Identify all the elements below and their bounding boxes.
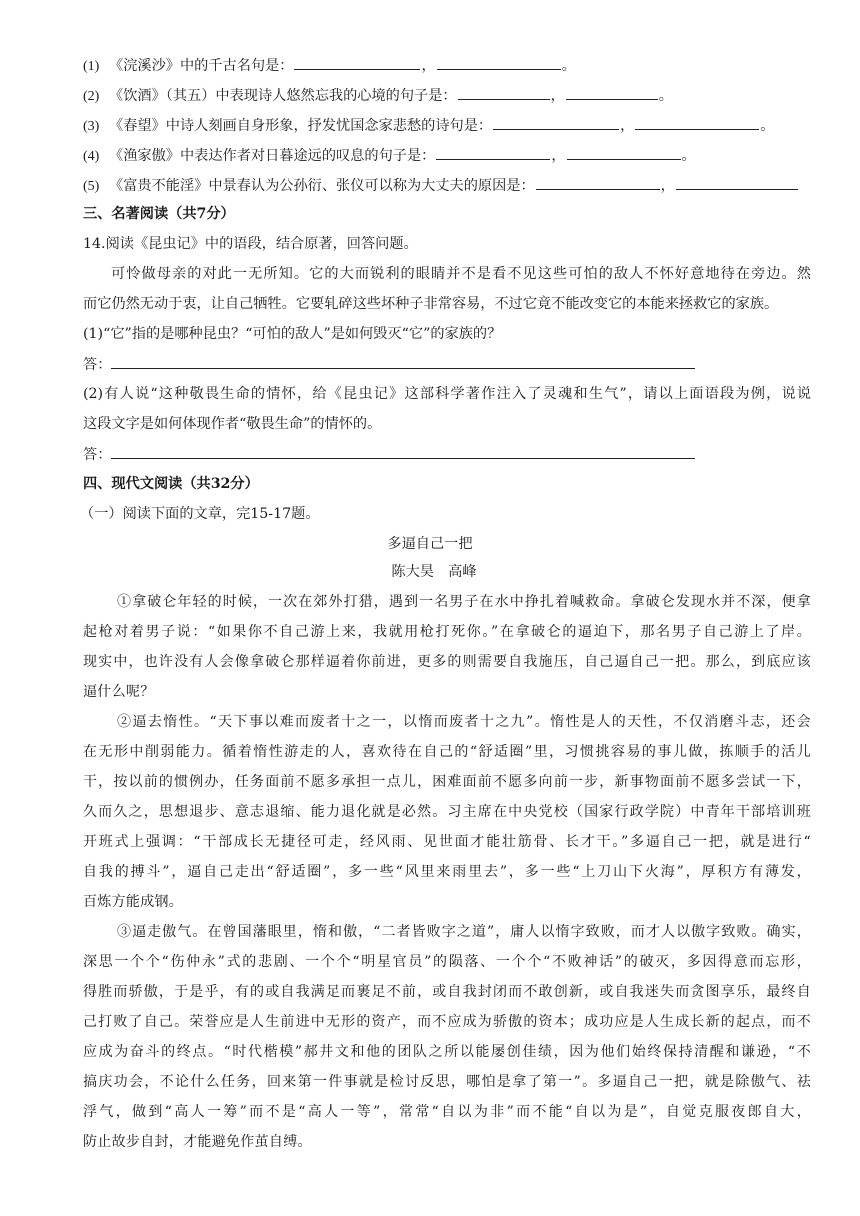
separator: ， <box>551 148 566 164</box>
answer-row-1 <box>83 354 695 375</box>
sub-question-1: (1)“它”指的是哪种昆虫？“可怕的敌人”是如何毁灭“它”的家族的？ <box>83 326 502 342</box>
p3-line-1: ③逼走傲气。在曾国藩眼里，惰和傲，“二者皆败字之道”，庸人以惰字致败，而才人以傲字致败。确实， <box>117 924 811 940</box>
fill-question-3 <box>83 114 774 137</box>
passage-line-2: 而它仍然无动于衷，让自己牺牲。它要轧碎这些坏种子非常容易，不过它竟不能改变它的本能来拯救它的家族。 <box>83 296 779 312</box>
sub-question-2-line-2: 这段文字是如何体现作者“敬畏生命”的情怀的。 <box>83 416 382 432</box>
passage-line-1: 可怜做母亲的对此一无所知。它的大而锐利的眼睛并不是看不见这些可怕的敌人不怀好意地待在旁边。然 <box>111 266 811 282</box>
answer-blank[interactable] <box>493 114 619 130</box>
p1-line-1: ①拿破仑年轻的时候，一次在郊外打猎，遇到一名男子在水中挣扎着喊救命。拿破仑发现水并不深，便拿 <box>117 594 811 610</box>
answer-blank[interactable] <box>567 144 681 160</box>
p2-line-4: 久而久之，思想退步、意志退缩、能力退化就是必然。习主席在中央党校（国家行政学院）中青年干部培训班 <box>83 804 811 820</box>
question-text: 《浣溪沙》中的千古名句是： <box>109 58 294 74</box>
answer-line[interactable] <box>111 444 695 459</box>
sub-question-2-line-1: (2)有人说“这种敬畏生命的情怀，给《昆虫记》这部科学著作注入了灵魂和生气”，请以上面语段为例，说说 <box>83 386 811 402</box>
fill-question-4 <box>83 144 696 167</box>
end-punct: 。 <box>760 118 775 134</box>
section-4-title: 四、现代文阅读（共32分） <box>83 476 259 492</box>
article-authors: 陈大昊 高峰 <box>391 564 477 580</box>
fill-question-2 <box>83 84 673 107</box>
p2-line-2: 在无形中削弱能力。循着惰性游走的人，喜欢待在自己的“舒适圈”里，习惯挑容易的事儿做，拣顺手的活儿 <box>83 744 811 760</box>
question-14: 14.阅读《昆虫记》中的语段，结合原著，回答问题。 <box>83 236 418 252</box>
answer-blank[interactable] <box>676 174 798 190</box>
answer-blank[interactable] <box>566 84 658 100</box>
end-punct: 。 <box>681 148 696 164</box>
reading-intro: （一）阅读下面的文章，完15-17题。 <box>80 506 320 522</box>
p3-line-7: 浮气，做到“高人一筹”而不是“高人一等”，常常“自以为非”而不能“自以为是”，自觉克服夜郎自大， <box>83 1104 811 1120</box>
question-number: (2) <box>83 89 100 104</box>
p2-line-6: 自我的搏斗”，逼自己走出“舒适圈”，多一些“风里来雨里去”，多一些“上刀山下火海”，厚积方有薄发， <box>83 864 811 880</box>
separator: ， <box>550 88 565 104</box>
p3-line-4: 己打败了自己。荣誉应是人生前进中无形的资产，而不应成为骄傲的资本；成功应是人生成长新的起点，而不 <box>83 1014 811 1030</box>
p1-line-4: 逼什么呢？ <box>83 684 155 700</box>
question-number: (5) <box>83 179 100 194</box>
fill-question-5 <box>83 174 799 197</box>
answer-row-2 <box>83 444 695 465</box>
article-title: 多逼自己一把 <box>387 536 473 552</box>
question-number: (3) <box>83 119 100 134</box>
question-number: (4) <box>83 149 100 164</box>
fill-question-1 <box>83 54 576 77</box>
end-punct: 。 <box>561 58 576 74</box>
p3-line-2: 深思一个个“伤仲永”式的悲剧、一个个“明星官员”的陨落、一个个“不败神话”的破灭，多因得意而忘形， <box>83 954 811 970</box>
answer-blank[interactable] <box>536 174 660 190</box>
p3-line-6: 搞庆功会，不论什么任务，回来第一件事就是检讨反思，哪怕是拿了第一”。多逼自己一把，就是除傲气、祛 <box>83 1074 811 1090</box>
answer-blank[interactable] <box>635 114 759 130</box>
answer-blank[interactable] <box>458 84 550 100</box>
question-text: 《富贵不能淫》中景春认为公孙衍、张仪可以称为大丈夫的原因是： <box>109 178 535 194</box>
p2-line-7: 百炼方能成钢。 <box>83 894 184 910</box>
question-text: 《饮酒》（其五）中表现诗人悠然忘我的心境的句子是： <box>109 88 457 104</box>
answer-label: 答： <box>83 357 112 373</box>
separator: ， <box>620 118 635 134</box>
answer-line[interactable] <box>111 354 695 369</box>
p3-line-8: 防止故步自封，才能避免作茧自缚。 <box>83 1134 312 1150</box>
question-number: (1) <box>83 59 100 74</box>
p1-line-3: 现实中，也许没有人会像拿破仑那样逼着你前进，更多的则需要自我施压，自己逼自己一把。那么，到底应该 <box>83 654 811 670</box>
separator: ， <box>421 58 436 74</box>
p3-line-5: 应成为奋斗的终点。“时代楷模”郝井文和他的团队之所以能屡创佳绩，因为他们始终保持清醒和谦逊，“不 <box>83 1044 811 1060</box>
answer-blank[interactable] <box>294 54 420 70</box>
p2-line-5: 开班式上强调：“干部成长无捷径可走，经风雨、见世面才能壮筋骨、长才干。”多逼自己一把，就是进行“ <box>83 834 811 850</box>
answer-blank[interactable] <box>436 144 550 160</box>
p3-line-3: 得胜而骄傲，于是乎，有的或自我满足而裹足不前，或自我封闭而不敢创新，或自我迷失而贪图享乐，最终自 <box>83 984 811 1000</box>
answer-label: 答： <box>83 447 112 463</box>
p2-line-3: 干，按以前的惯例办，任务面前不愿多承担一点儿，困难面前不愿多向前一步，新事物面前不愿多尝试一下， <box>83 774 811 790</box>
end-punct: 。 <box>658 88 673 104</box>
p2-line-1: ②逼去惰性。“天下事以难而废者十之一，以惰而废者十之九”。惰性是人的天性，不仅消磨斗志，还会 <box>117 714 811 730</box>
separator: ， <box>660 178 675 194</box>
answer-blank[interactable] <box>437 54 561 70</box>
p1-line-2: 起枪对着男子说：“如果你不自己游上来，我就用枪打死你。”在拿破仑的逼迫下，那名男子自己游上了岸。 <box>83 624 811 640</box>
question-text: 《春望》中诗人刻画自身形象，抒发忧国念家悲愁的诗句是： <box>109 118 493 134</box>
section-3-title: 三、名著阅读（共7分） <box>83 206 235 222</box>
question-text: 《渔家傲》中表达作者对日暮途远的叹息的句子是： <box>109 148 436 164</box>
